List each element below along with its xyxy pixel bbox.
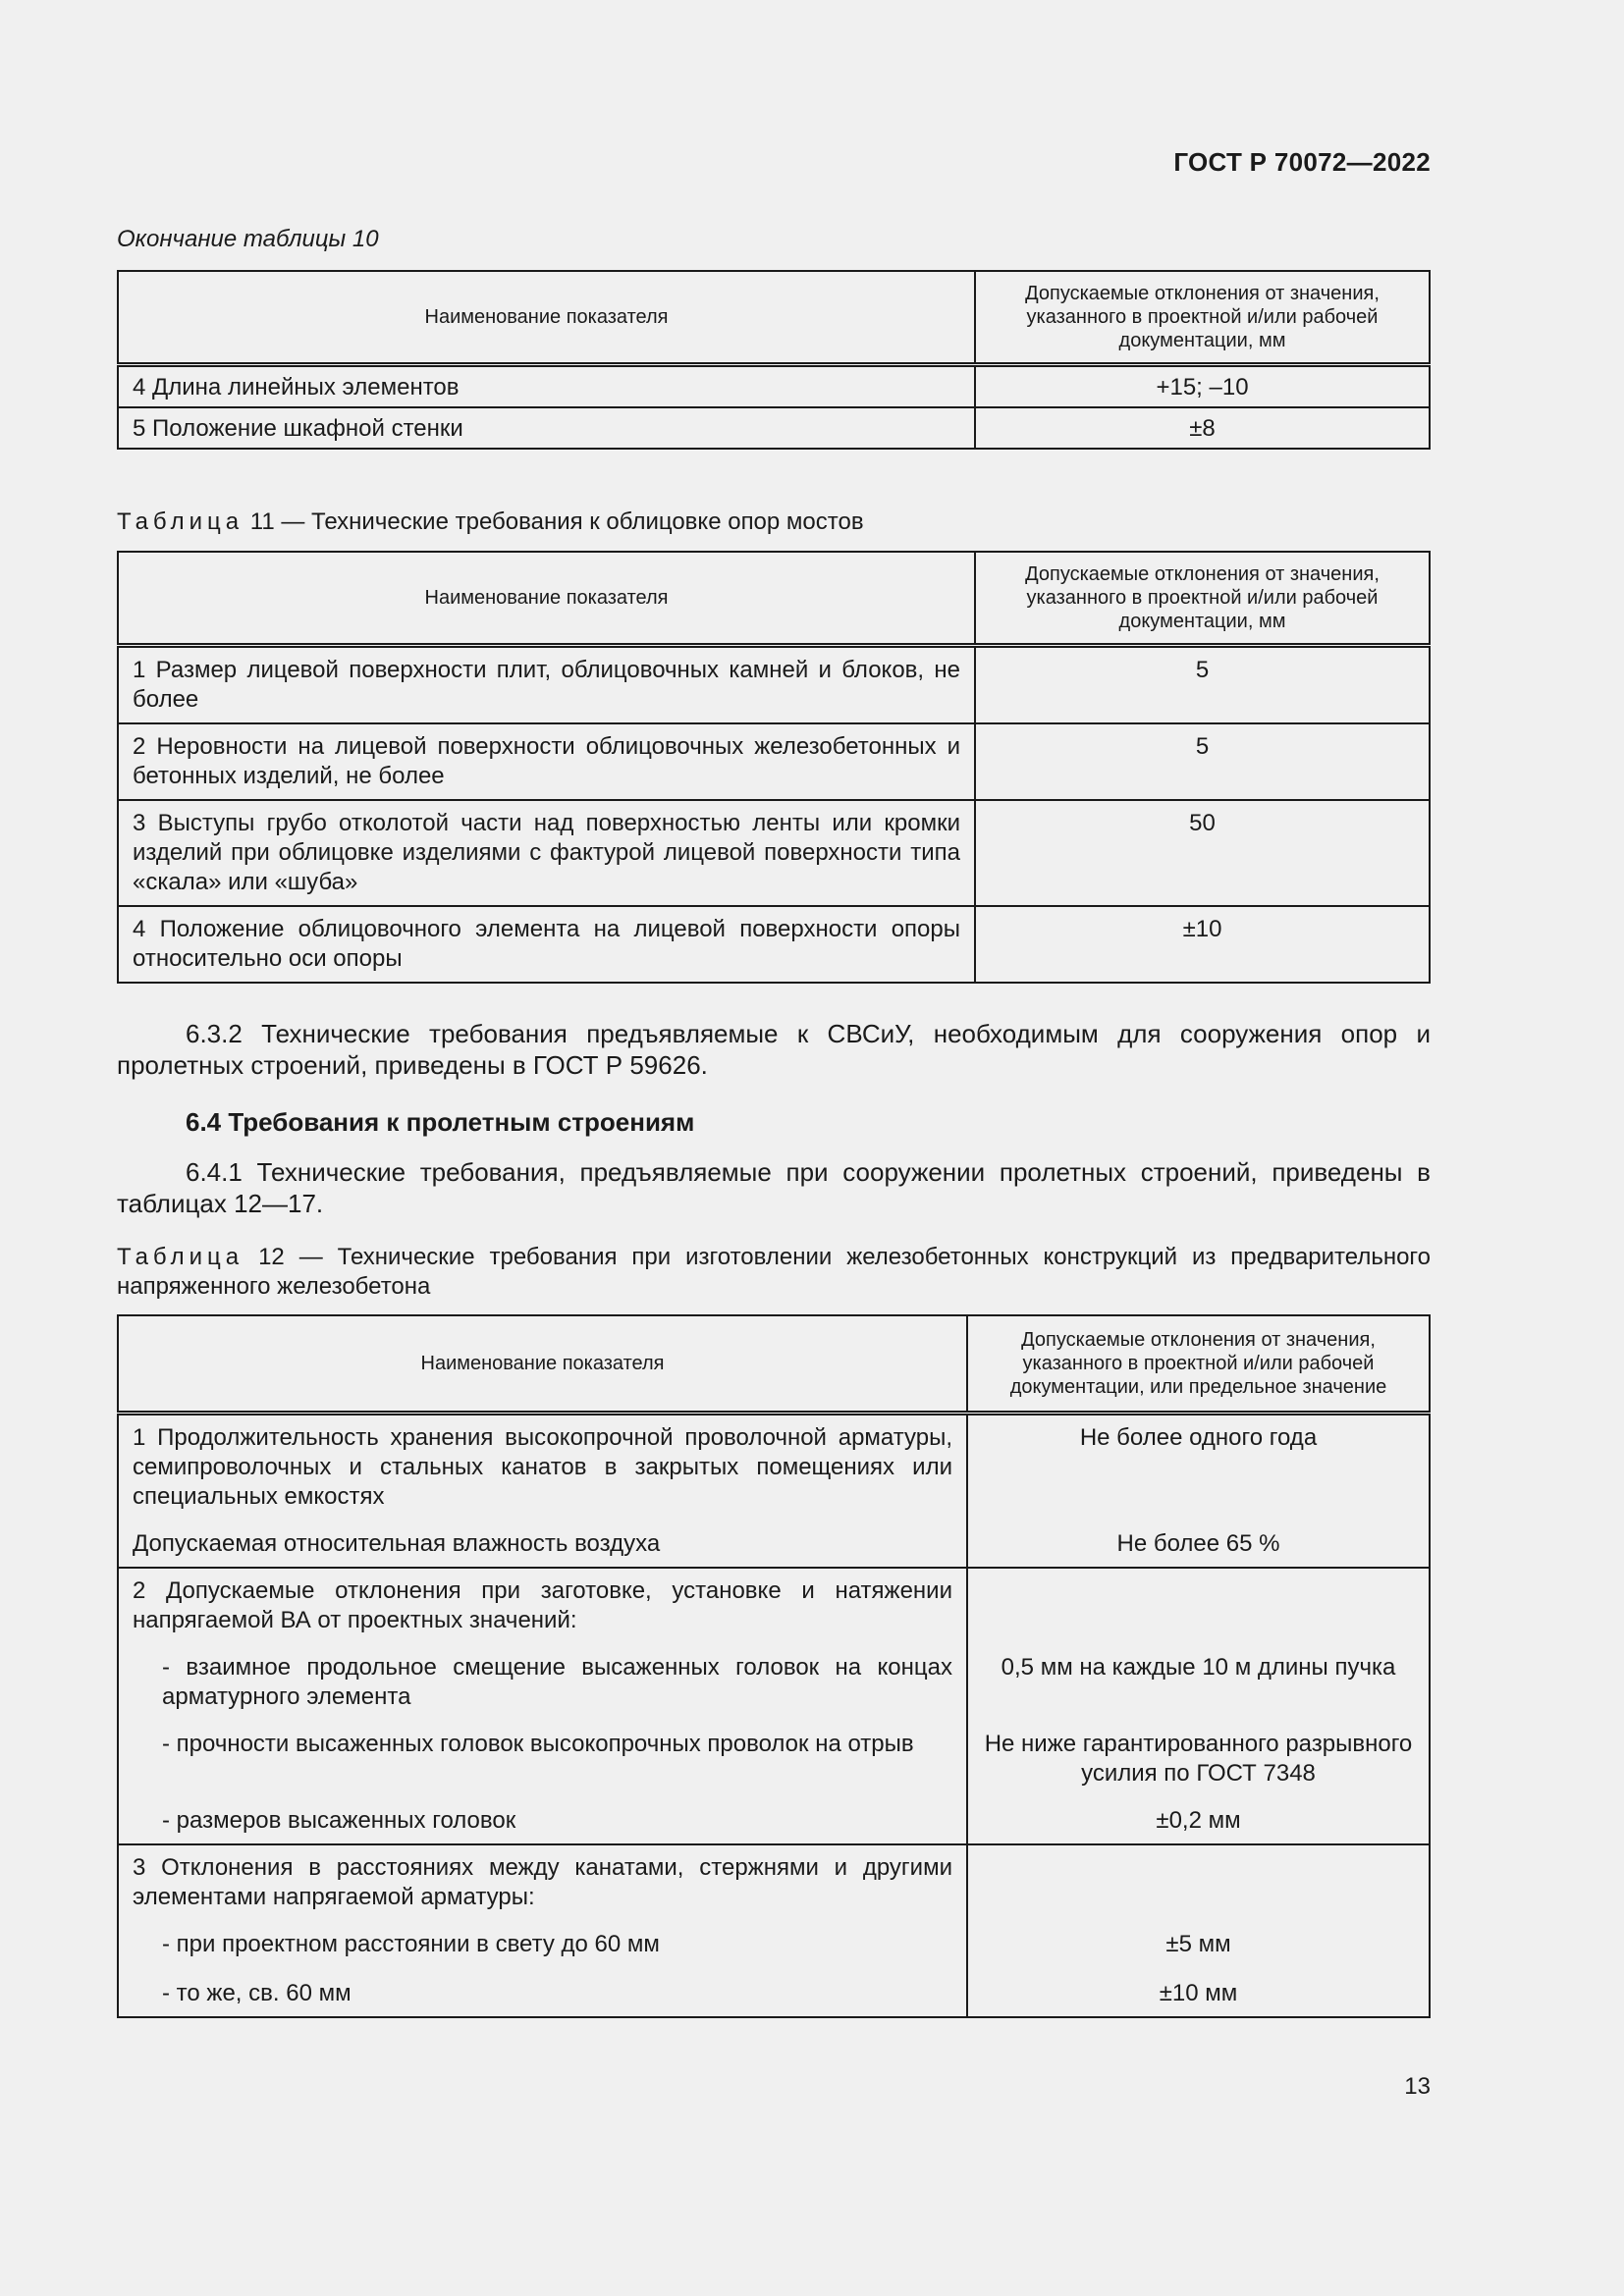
row-subvalue: Не ниже гарантированного разрывного усилия по ГОСТ 7348 (984, 1731, 1413, 1787)
row-subitem: - размеров высаженных головок (162, 1807, 516, 1834)
row-name: 5 Положение шкафной стенки (118, 407, 975, 449)
row-value: ±8 (975, 407, 1430, 449)
row-name: 2 Неровности на лицевой поверхности облицовочных железобетонных и бетонных изделий, не более (118, 723, 975, 800)
row-value: +15; –10 (975, 365, 1430, 408)
row-text: 2 Допускаемые отклонения при заготовке, установке и натяжении напрягаемой ВА от проектных значений: (133, 1577, 952, 1633)
row-name (118, 1414, 967, 1569)
table-row (118, 906, 1430, 983)
row-subvalue: ±10 мм (1159, 1980, 1238, 2006)
row-value (967, 1844, 1430, 2017)
page-number: 13 (1404, 2073, 1431, 2100)
row-name: 1 Размер лицевой поверхности плит, облицовочных камней и блоков, не более (118, 646, 975, 724)
table-header-row (118, 271, 1430, 365)
row-text: 3 Отклонения в расстояниях между канатами, стержнями и другими элементами напрягаемой арматуры: (133, 1854, 952, 1910)
row-subitem: - прочности высаженных головок высокопрочных проволок на отрыв (162, 1731, 914, 1757)
row-value (967, 1568, 1430, 1844)
table-row (118, 365, 1430, 408)
row-name: 3 Выступы грубо отколотой части над поверхностью ленты или кромки изделий при облицовке изделиями с фактурой лицевой поверхности типа «скала» или «шуба» (118, 800, 975, 906)
table-row (118, 1568, 1430, 1844)
row-name (118, 1844, 967, 2017)
table-row (118, 1844, 1430, 2017)
table-12 (117, 1314, 1431, 2018)
row-name: 4 Длина линейных элементов (118, 365, 975, 408)
table10-caption: Окончание таблицы 10 (117, 226, 379, 252)
document-header: ГОСТ Р 70072—2022 (1173, 147, 1431, 177)
row-value: ±10 (975, 906, 1430, 983)
table11-caption-word: Таблица (117, 508, 244, 535)
table11-caption-text: 11 — Технические требования к облицовке опор мостов (249, 508, 864, 535)
row-value (967, 1414, 1430, 1569)
row-subvalue: ±5 мм (1165, 1931, 1231, 1957)
col-header-name: Наименование показателя (118, 552, 975, 646)
row-subitem: - взаимное продольное смещение высаженных головок на концах арматурного элемента (162, 1654, 952, 1710)
table-11 (117, 551, 1431, 984)
row-subvalue: Не более 65 % (1116, 1530, 1280, 1557)
col-header-deviation: Допускаемые отклонения от значения, указанного в проектной и/или рабочей документации, мм (975, 271, 1430, 365)
paragraph-6-3-2: 6.3.2 Технические требования предъявляемые к СВСиУ, необходимым для сооружения опор и пролетных строений, приведены в ГОСТ Р 59626. (117, 1019, 1431, 1080)
row-subitem: - то же, св. 60 мм (162, 1980, 352, 2006)
table12-caption (117, 1243, 1431, 1302)
row-subtext: Допускаемая относительная влажность воздуха (133, 1530, 661, 1557)
row-name (118, 1568, 967, 1844)
row-value-text: Не более одного года (1079, 1424, 1318, 1451)
table12-caption-text: 12 — Технические требования при изготовлении железобетонных конструкций из предварительного напряженного железобетона (117, 1244, 1432, 1300)
row-text: 1 Продолжительность хранения высокопрочной проволочной арматуры, семипроволочных и стальных канатов в закрытых помещениях или специальных емкостях (133, 1424, 952, 1510)
table-header-row (118, 552, 1430, 646)
table-header-row (118, 1315, 1430, 1414)
table-row (118, 1414, 1430, 1569)
row-subitem: - при проектном расстоянии в свету до 60 мм (162, 1931, 660, 1957)
row-subvalue: ±0,2 мм (1156, 1807, 1241, 1834)
table-row (118, 800, 1430, 906)
row-name: 4 Положение облицовочного элемента на лицевой поверхности опоры относительно оси опоры (118, 906, 975, 983)
table-row (118, 646, 1430, 724)
table-row (118, 407, 1430, 449)
row-value: 50 (975, 800, 1430, 906)
row-value: 5 (975, 646, 1430, 724)
table-row (118, 723, 1430, 800)
table12-caption-word: Таблица (117, 1244, 244, 1270)
paragraph-6-4-1: 6.4.1 Технические требования, предъявляемые при сооружении пролетных строений, приведены в таблицах 12—17. (117, 1157, 1431, 1218)
col-header-name: Наименование показателя (118, 271, 975, 365)
col-header-deviation: Допускаемые отклонения от значения, указанного в проектной и/или рабочей документации, мм (975, 552, 1430, 646)
row-value: 5 (975, 723, 1430, 800)
table11-caption (117, 508, 864, 536)
section-heading-6-4: 6.4 Требования к пролетным строениям (186, 1107, 695, 1137)
col-header-name: Наименование показателя (118, 1315, 967, 1414)
row-subvalue: 0,5 мм на каждые 10 м длины пучка (1001, 1654, 1396, 1681)
table-10 (117, 270, 1431, 450)
col-header-deviation: Допускаемые отклонения от значения, указанного в проектной и/или рабочей документации, или предельное значение (967, 1315, 1430, 1414)
